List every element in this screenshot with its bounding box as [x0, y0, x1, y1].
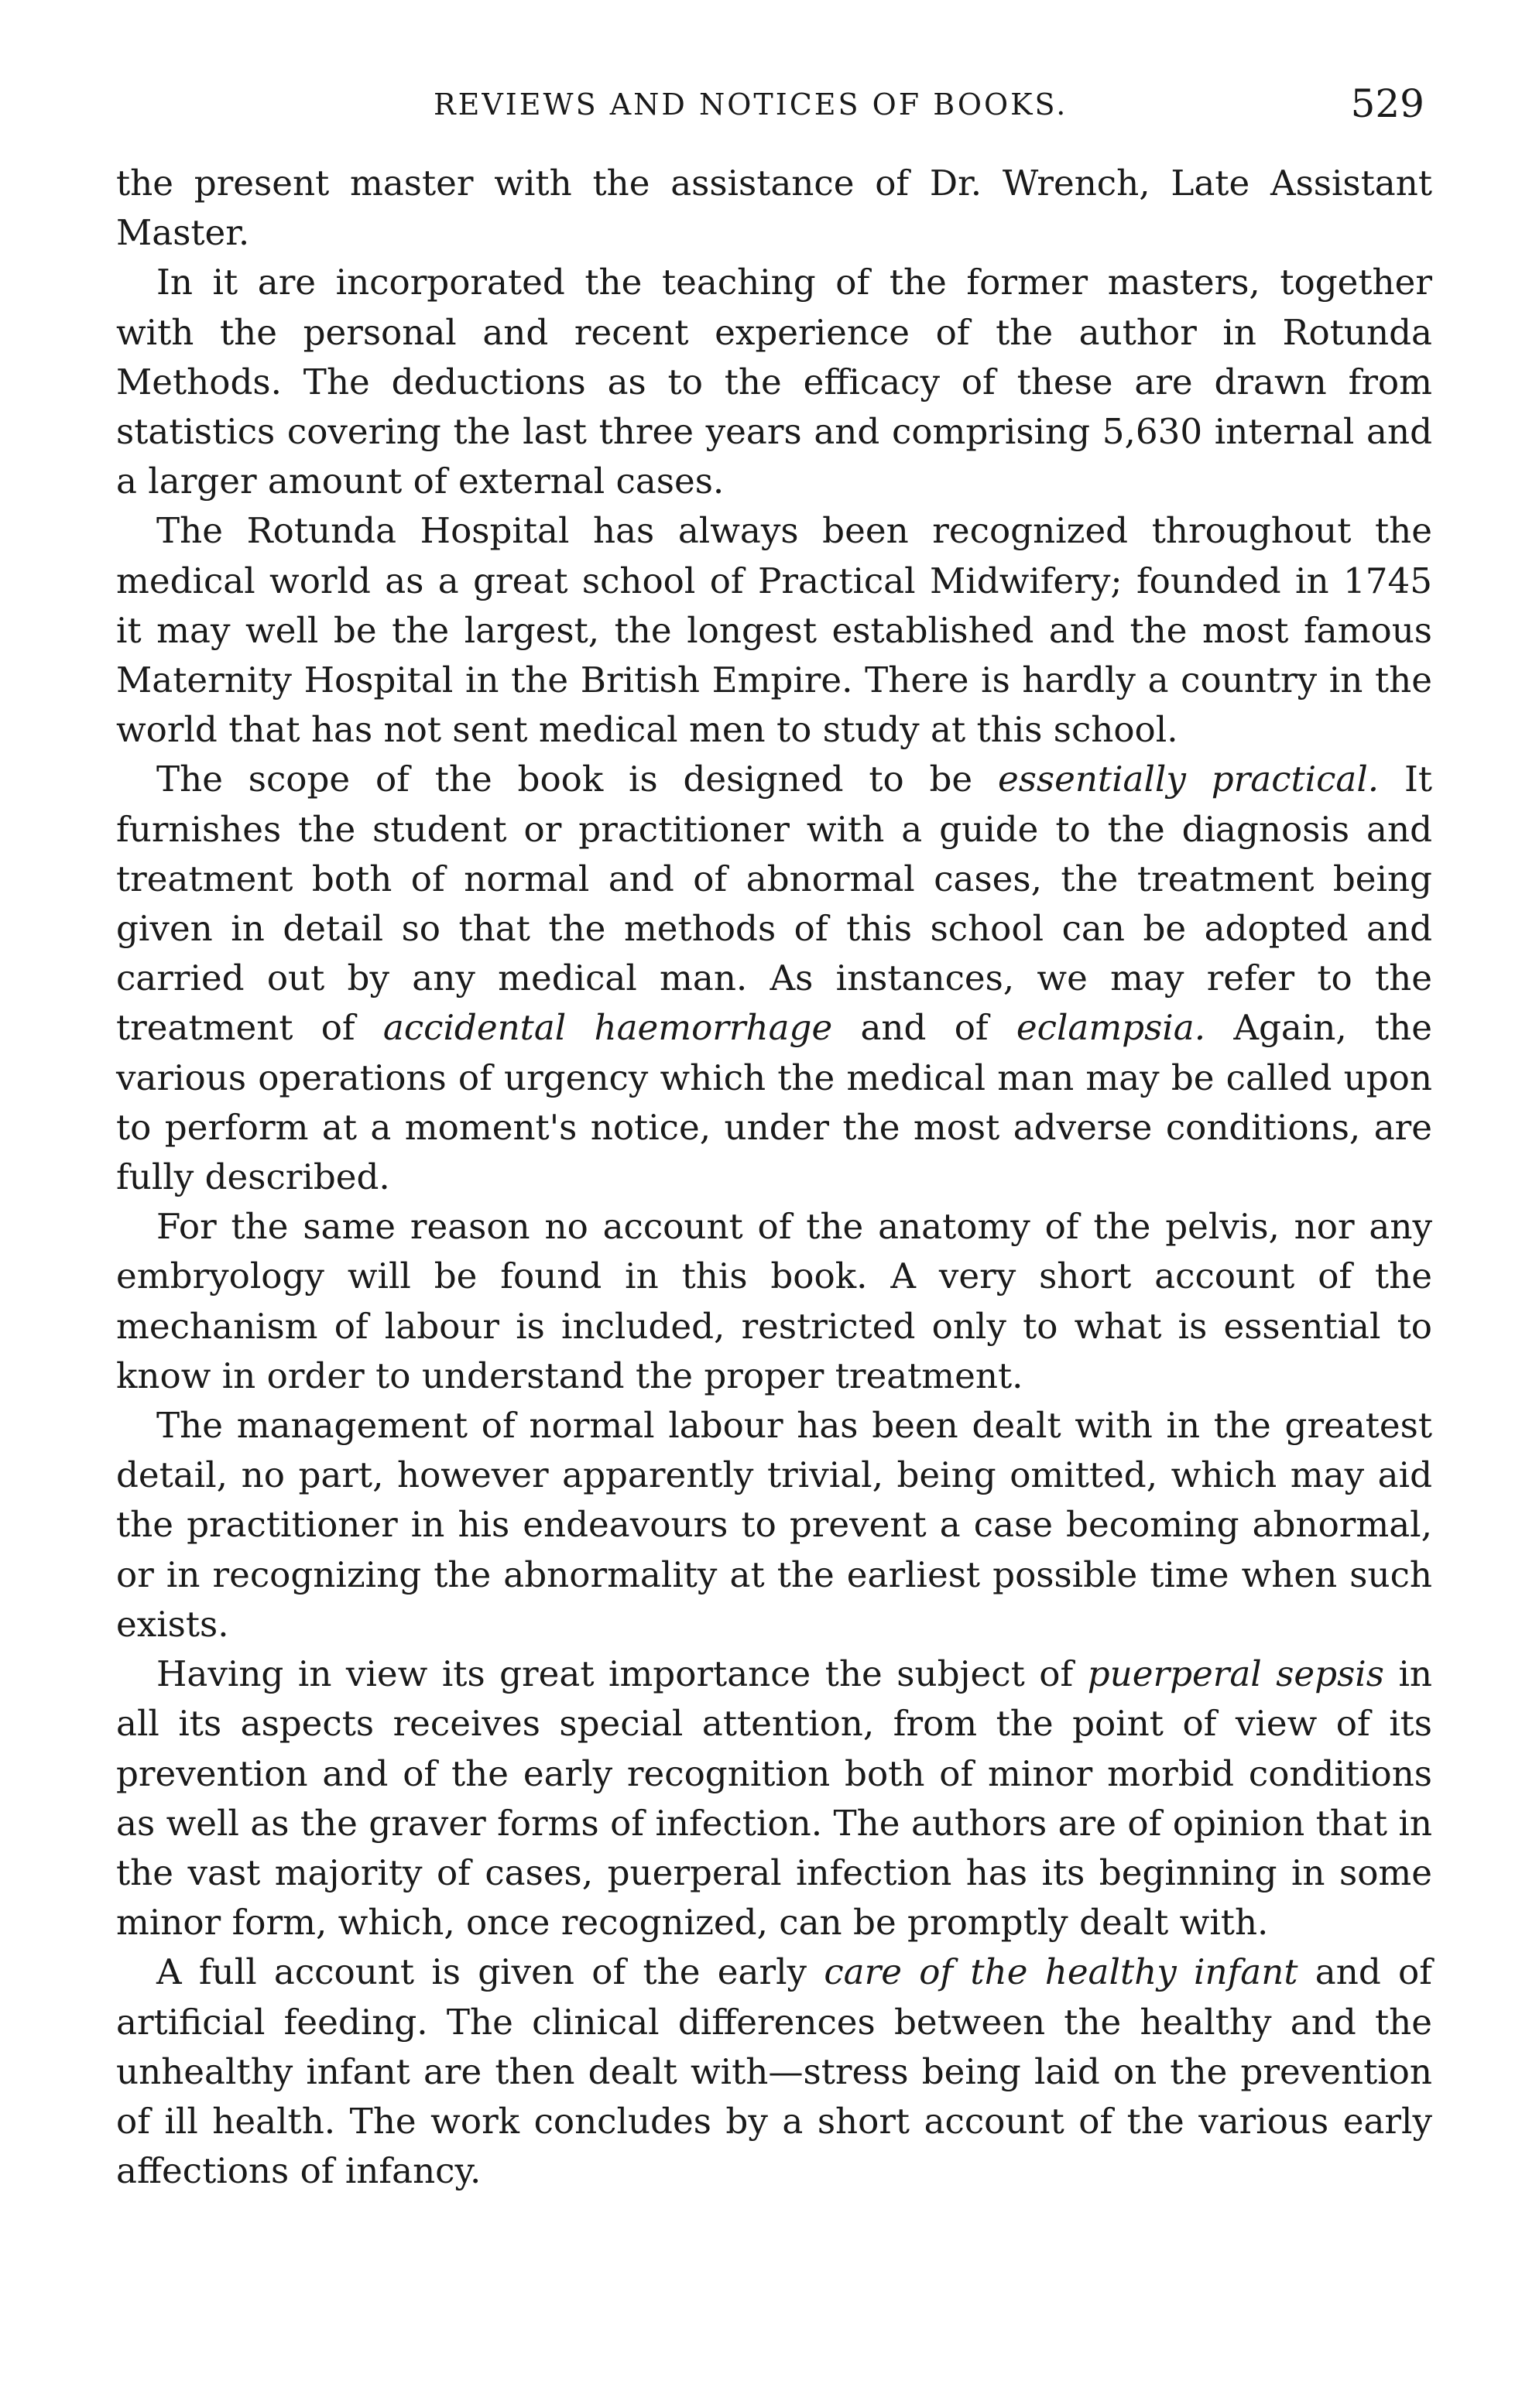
paragraph: [116, 755, 1432, 1202]
text-run: It furnishes the student or practitioner with a guide to the diagnosis and treatment both of normal and of abnormal cases, the treatment being given in detail so that the methods of this school can be adopted and carried out by any medical man. As instances, we may refer to the treatment of: [116, 759, 1433, 1049]
paragraph: [116, 258, 1432, 506]
paragraph: [116, 1401, 1432, 1649]
text-run: Again, the various operations of urgency which the medical man may be called upon to perform at a moment's notice, under the most adverse conditions, are fully described.: [116, 1007, 1432, 1198]
paragraph: [116, 506, 1432, 755]
text-run: The scope of the book is designed to be: [156, 759, 998, 800]
italic-text-run: accidental haemorrhage: [382, 1007, 833, 1049]
text-run: Having in view its great importance the subject of: [156, 1653, 1088, 1695]
text-run: and of artificial feeding. The clinical differences between the healthy and the unhealthy infant are then dealt with—stress being laid on the prevention of ill health. The work concludes by a short account of the various early affections of infancy.: [116, 1951, 1432, 2192]
text-run: For the same reason no account of the anatomy of the pelvis, nor any embryology will be found in this book. A very short account of the mechanism of labour is included, restricted only to what is essential to know in order to understand the proper treatment.: [116, 1206, 1432, 1396]
text-run: The management of normal labour has been dealt with in the greatest detail, no part, however apparently trivial, being omitted, which may aid the practitioner in his endeavours to prevent a case becoming abnormal, or in recognizing the abnormality at the earliest possible time when such exists.: [116, 1405, 1432, 1645]
running-head: [116, 81, 1432, 135]
text-run: A full account is given of the early: [156, 1951, 824, 1993]
text-run: and of: [832, 1007, 1016, 1049]
italic-text-run: essentially practical.: [997, 759, 1380, 800]
page-number: 529: [1350, 81, 1424, 126]
paragraph: [116, 1202, 1432, 1401]
text-run: the present master with the assistance of Dr. Wrench, Late Assistant Master.: [116, 163, 1432, 254]
paragraph: [116, 159, 1432, 258]
text-run: In it are incorporated the teaching of the former masters, together with the personal and recent experience of the author in Rotunda Methods. The deductions as to the efficacy of these are drawn from statistics covering the last three years and comprising 5,630 internal and a larger amount of external cases.: [116, 262, 1432, 502]
italic-text-run: eclampsia.: [1016, 1007, 1206, 1049]
italic-text-run: care of the healthy infant: [824, 1951, 1298, 1993]
text-run: The Rotunda Hospital has always been recognized throughout the medical world as a great school of Practical Midwifery; founded in 1745 it may well be the largest, the longest established and the most famous Maternity Hospital in the British Empire. There is hardly a country in the world that has not sent medical men to study at this school.: [116, 510, 1432, 751]
body-text: [116, 159, 1432, 2196]
italic-text-run: puerperal sepsis: [1087, 1653, 1384, 1695]
running-head-title: REVIEWS AND NOTICES OF BOOKS.: [434, 87, 1068, 122]
text-run: in all its aspects receives special attention, from the point of view of its prevention and of the early recognition both of minor morbid conditions as well as the graver forms of infection. The authors are of opinion that in the vast majority of cases, puerperal infection has its beginning in some minor form, which, once recognized, can be promptly dealt with.: [116, 1653, 1432, 1944]
book-page: [116, 81, 1432, 2196]
paragraph: [116, 1947, 1432, 2196]
paragraph: [116, 1649, 1432, 1947]
